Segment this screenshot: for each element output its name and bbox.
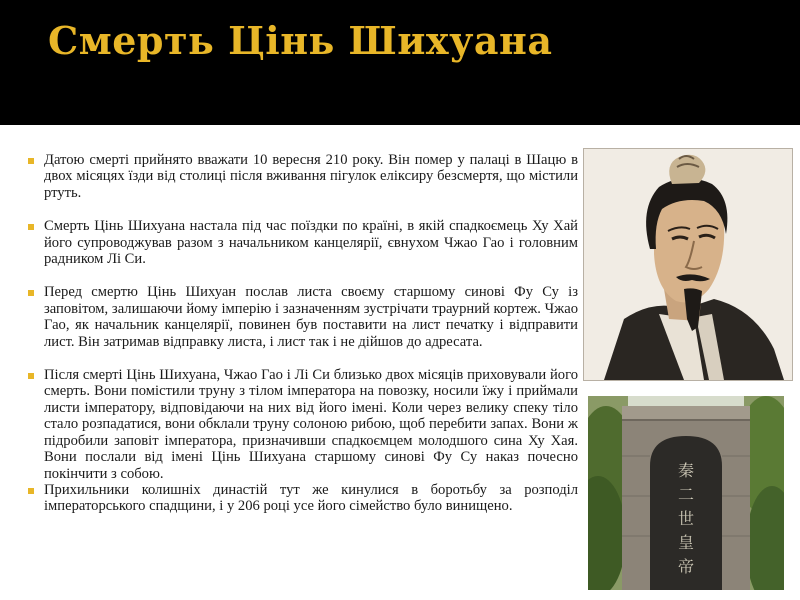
tomb-glyph-2: 二 — [677, 485, 695, 504]
paragraph-aftermath: Прихильники колишніх династій тут же кинулися в боротьбу за розподіл імператорського спадщини, і у 206 році усе його сімейство було винищено. — [28, 482, 578, 515]
tomb-glyph-1: 秦 — [677, 461, 695, 480]
paragraph-letter: Перед смертю Цінь Шихуан послав листа своєму старшому синові Фу Су із заповітом, залишаючи йому імперію і зазначенням зустрічати траурний кортеж. Чжао Гао, як начальник канцелярії, повинен був поставити на лист печатку і відправити лист. Він затримав відправку листа, і лист так і не дійшов до адресата. — [28, 284, 578, 350]
paragraph-journey: Смерть Цінь Шихуана настала під час поїздки по країні, в якій спадкоємець Ху Хай його супроводжував разом з начальником канцелярії, євнухом Чжао Гао і головним радником Лі Си. — [28, 218, 578, 267]
paragraph-death-date: Датою смерті прийнято вважати 10 вересня 210 року. Він помер у палаці в Шацю в двох місяцях їзди від столиці після вживання пігулок еліксиру безсмертя, що містили ртуть. — [28, 152, 578, 201]
portrait-drawing — [584, 149, 792, 380]
emperor-portrait-image — [583, 148, 793, 381]
tomb-glyph-3: 世 — [677, 509, 695, 528]
header-bar — [0, 0, 800, 125]
text-content — [28, 152, 578, 515]
tomb-glyph-4: 皇 — [677, 533, 695, 552]
paragraph-concealment: Після смерті Цінь Шихуана, Чжао Гао і Лі Си близько двох місяців приховували його смерть. Вони помістили труну з тілом імператора на повозку, носили їжу і приймали листи імператору, відповідаючи на них від його імені. Коли через велику спеку тіло стало розпадатися, вони обклали труну солоною рибою, щоб перебити запах. Вони ж підробили заповіт імператора, призначивши спадкоємцем молодшого сина Ху Хая. Вони послали від імені Цінь Шихуана старшому синові Фу Су наказ почесно покінчити з собою. — [28, 367, 578, 482]
tomb-drawing — [588, 396, 784, 590]
tomb-stele-image — [588, 396, 784, 590]
tomb-glyph-5: 帝 — [677, 557, 695, 576]
slide-title: Смерть Цінь Шихуана — [48, 18, 553, 63]
